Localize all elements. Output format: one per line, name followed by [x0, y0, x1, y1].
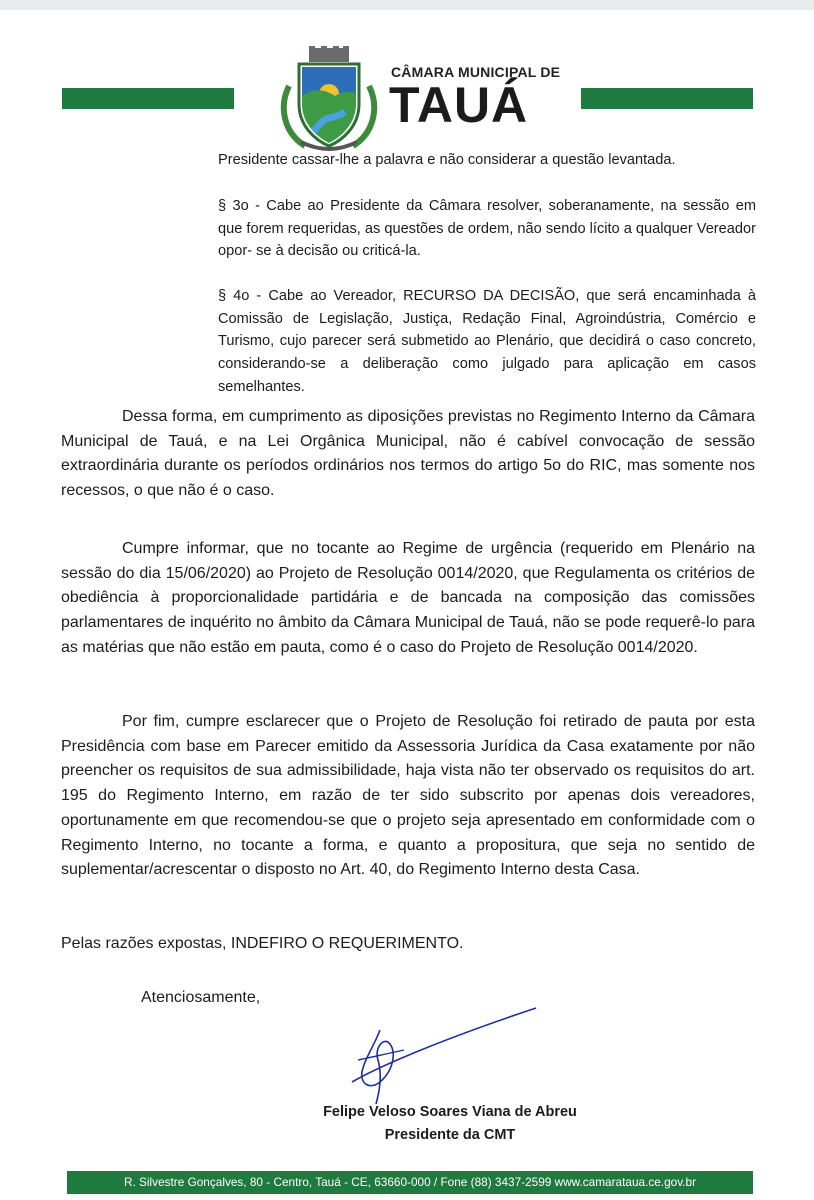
closing-salutation: Atenciosamente,: [141, 989, 261, 1006]
paragraph-dessa-forma: Dessa forma, em cumprimento as diposições previstas no Regimento Interno da Câmara Municipal de Tauá, e na Lei Orgânica Municipal, não é cabível convocação de sessão extraordinária durante os períodos ordinários nos termos do artigo 5o do RIC, mas somente nos recessos, o que não é o caso.: [61, 408, 755, 500]
footer-address-bar: R. Silvestre Gonçalves, 80 - Centro, Tauá - CE, 63660-000 / Fone (88) 3437-2599 www.camarataua.ce.gov.br: [67, 1171, 753, 1194]
paragraph-decision: Pelas razões expostas, INDEFIRO O REQUERIMENTO.: [61, 935, 464, 952]
top-strip: [0, 0, 814, 10]
header-green-bar-right: [581, 88, 753, 109]
header-green-bar-left: [62, 88, 234, 109]
brand-title: TAUÁ: [389, 77, 529, 133]
brand-line-1: CÂMARA MUNICIPAL DE: [391, 64, 561, 80]
paragraph-section-3: § 3o - Cabe ao Presidente da Câmara resolver, soberanamente, na sessão em que forem requeridas, as questões de ordem, não sendo lícito a qualquer Vereador opor- se à decisão ou criticá-la.: [218, 198, 756, 260]
municipal-seal-icon: [275, 46, 383, 154]
paragraph-section-4: § 4o - Cabe ao Vereador, RECURSO DA DECISÃO, que será encaminhada à Comissão de Legislação, Justiça, Redação Final, Agroindústria, Comércio e Turismo, cujo parecer será submetido ao Plenário, que decidirá o caso concreto, considerando-se a deliberação como julgado para aplicação em casos semelhantes.: [218, 288, 756, 395]
handwritten-signature: [340, 1000, 540, 1110]
signatory-name: Felipe Veloso Soares Viana de Abreu: [323, 1104, 577, 1120]
paragraph-por-fim: Por fim, cumpre esclarecer que o Projeto de Resolução foi retirado de pauta por esta Presidência com base em Parecer emitido da Assessoria Jurídica da Casa exatamente por não preencher os requisitos de sua admissibilidade, haja vista não ter observado os requisitos do art. 195 do Regimento Interno, em razão de ter sido subscrito por apenas dois vereadores, oportunamente em que recomendou-se que o projeto seja apresentado em conformidade com o Regimento Interno, no tocante a forma, e quanto a propositura, que seja no sentido de suplementar/acrescentar o disposto no Art. 40, do Regimento Interno desta Casa.: [61, 713, 755, 879]
paragraph-cumpre-informar: Cumpre informar, que no tocante ao Regime de urgência (requerido em Plenário na sessão do dia 15/06/2020) ao Projeto de Resolução 0014/2020, que Regulamenta os critérios de obediência à proporcionalidade partidária e de bancada na composição das comissões parlamentares de inquérito no âmbito da Câmara Municipal de Tauá, não se pode requerê-lo para as matérias que não estão em pauta, como é o caso do Projeto de Resolução 0014/2020.: [61, 540, 755, 656]
paragraph-continuation: Presidente cassar-lhe a palavra e não considerar a questão levantada.: [218, 152, 676, 168]
signatory-title: Presidente da CMT: [384, 1127, 516, 1143]
